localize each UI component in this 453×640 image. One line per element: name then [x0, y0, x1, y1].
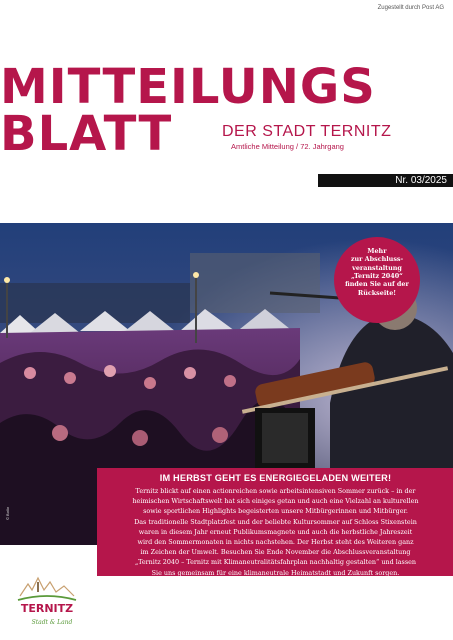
- logo-name: TERNITZ: [20, 602, 74, 615]
- postal-delivery-note: Zugestellt durch Post AG: [377, 5, 444, 11]
- badge-line: Mehr: [367, 247, 387, 255]
- issue-number: Nr. 03/2025: [395, 175, 447, 186]
- article-line: Das traditionelle Stadtplatzfest und der beliebte Kultursommer auf Schloss Stixenstein: [134, 517, 417, 526]
- article-line: Sie uns gemeinsam für eine klimaneutrale Heimatstadt und Zukunft sorgen.: [151, 568, 400, 577]
- badge-line: finden Sie auf der: [345, 280, 409, 289]
- masthead-line-1: MITTEILUNGS: [0, 59, 376, 115]
- article-body: [102, 486, 449, 578]
- article-line: heimischen Wirtschaftswelt hat sich einiges getan und auch eine Vielzahl an kulturellen: [132, 497, 419, 506]
- article-line: sowie sportlichen Highlights begeisterten unsere Mitbürgerinnen und Mitbürger.: [143, 507, 408, 516]
- article-line: „Ternitz 2040 – Ternitz mit Klimaneutralitätsfahrplan nachhaltig gestalten“ und lassen: [134, 558, 417, 567]
- masthead-line-2: BLATT: [0, 106, 173, 162]
- ternitz-logo: [12, 574, 82, 634]
- badge-line: Rückseite!: [357, 288, 397, 297]
- back-page-teaser-badge: [334, 237, 420, 323]
- article-line: Ternitz blickt auf einen actionreichen sowie arbeitsintensiven Sommer zurück – in der: [135, 487, 416, 495]
- issue-bar: [318, 174, 453, 187]
- logo-tagline: Stadt & Land: [31, 619, 73, 626]
- article-line: wird den Sommermonaten in nichts nachstehen. Der Herbst steht des Weiteren ganz: [137, 538, 414, 547]
- photo-credit: © Bollo: [5, 507, 10, 520]
- lead-article: [97, 468, 453, 576]
- badge-line: zur Abschluss-: [350, 255, 404, 264]
- badge-line: veranstaltung: [352, 263, 402, 272]
- official-notice: Amtliche Mitteilung / 72. Jahrgang: [231, 142, 344, 151]
- article-line: im Zeichen der Umwelt. Besuchen Sie Ende November die Abschlussveranstaltung: [140, 548, 411, 557]
- badge-line: „Ternitz 2040“: [351, 271, 403, 280]
- ternitz-logo-graphic: [12, 574, 82, 634]
- article-headline: IM HERBST GEHT ES ENERGIEGELADEN WEITER!: [159, 473, 392, 483]
- article-line: waren in diesem Jahr erneut Publikumsmagnete und auch die herbstliche Jahreszeit: [138, 527, 413, 536]
- city-subtitle: DER STADT TERNITZ: [222, 123, 392, 140]
